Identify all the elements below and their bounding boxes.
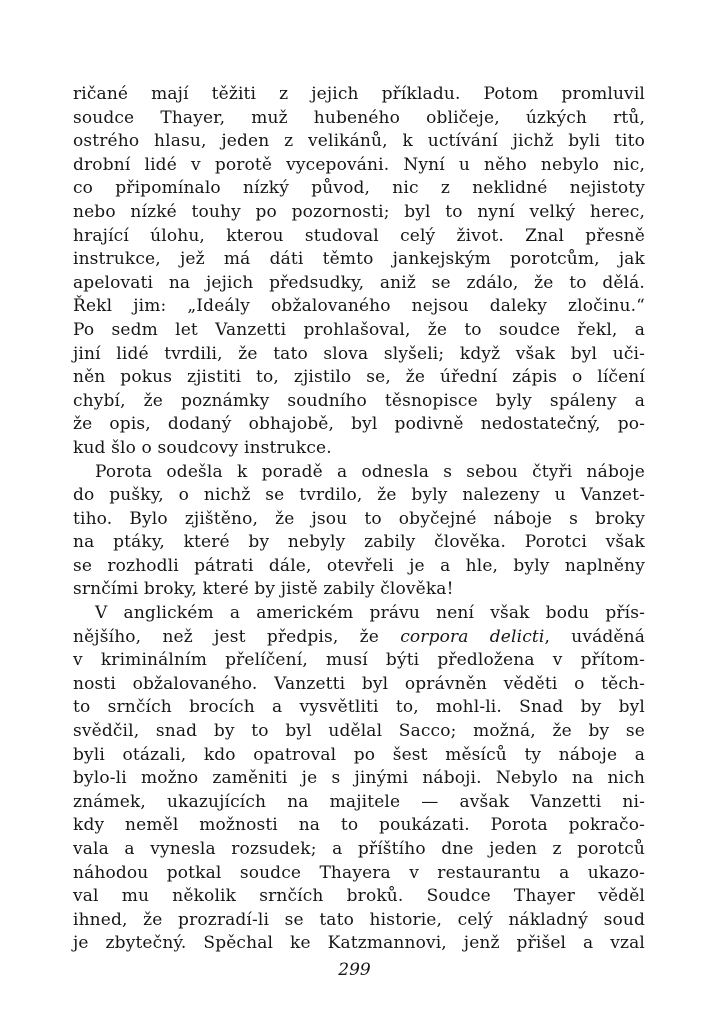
text-line-37: je zbytečný. Spěchal ke Katzmannovi, jenž přišel a vzal [73,933,645,954]
page-number: 299 [338,960,371,980]
text-line-14: chybí, že poznámky soudního těsnopisce byly spáleny a [73,390,645,411]
text-line-7: hrající úlohu, kterou studoval celý život. Znal přesně [73,225,645,246]
text-line-29: byli otázali, kdo opatroval po šest měsíců ty náboje a [73,744,645,765]
text-line-9: apelovati na jejich předsudky, aniž se zdálo, že to dělá. [73,272,645,293]
text-line-1: ričané mají těžiti z jejich příkladu. Potom promluvil [73,84,645,104]
text-line-24: nějšího, než jest předpis, že corpora delicti, uváděná [73,626,645,647]
text-line-6: nebo nízké touhy po pozornosti; byl to nyní velký herec, [73,201,645,222]
text-line-28: svědčil, snad by to byl udělal Sacco; možná, že by se [73,721,645,742]
text-line-21: se rozhodli pátrati dále, otevřeli je a hle, byly naplněny [73,555,645,576]
body-text [73,83,645,956]
text-line-35: val mu několik srnčích broků. Soudce Thayer věděl [73,886,645,907]
text-line-33: vala a vynesla rozsudek; a příštího dne jeden z porotců [73,839,645,859]
text-line-22: srnčími broky, které by jistě zabily člověka! [73,579,454,600]
text-line-15: že opis, dodaný obhajobě, byl podivně nedostatečný, po- [73,414,645,435]
text-line-17: Porota odešla k poradě a odnesla s sebou čtyři náboje [95,461,645,482]
text-line-27: to srnčích brocích a vysvětliti to, mohl-li. Snad by byl [73,697,645,718]
text-line-4: drobní lidé v porotě vycepováni. Nyní u něho nebylo nic, [73,154,645,175]
text-line-31: známek, ukazujících na majitele — avšak Vanzetti ni- [73,791,645,812]
text-line-30: bylo-li možno zaměniti je s jinými náboji. Nebylo na nich [73,768,645,789]
text-line-16: kud šlo o soudcovy instrukce. [73,437,332,458]
text-line-20: na ptáky, které by nebyly zabily člověka. Porotci však [73,532,645,553]
text-line-10: Řekl jim: „Ideály obžalovaného nejsou daleky zločinu.“ [73,296,645,317]
text-line-34: náhodou potkal soudce Thayera v restaurantu a ukazo- [73,862,645,883]
text-line-8: instrukce, jež má dáti těmto jankejským porotcům, jak [73,249,645,270]
text-line-11: Po sedm let Vanzetti prohlašoval, že to soudce řekl, a [73,319,645,340]
text-line-19: tiho. Bylo zjištěno, že jsou to obyčejné náboje s broky [73,508,645,529]
text-line-32: kdy neměl možnosti na to poukázati. Porota pokračo- [73,815,645,836]
text-line-23: V anglickém a americkém právu není však bodu přís- [95,603,645,624]
text-line-3: ostrého hlasu, jeden z velikánů, k uctívání jichž byli tito [73,131,645,152]
text-line-13: něn pokus zjistiti to, zjistilo se, že úřední zápis o líčení [73,367,645,388]
text-line-26: nosti obžalovaného. Vanzetti byl oprávněn věděti o těch- [73,673,645,694]
text-line-5: co připomínalo nízký původ, nic z neklidné nejistoty [73,178,645,199]
text-line-18: do pušky, o nichž se tvrdilo, že byly nalezeny u Vanzet- [73,485,645,506]
text-line-36: ihned, že prozradí-li se tato historie, celý nákladný soud [73,909,645,930]
text-line-2: soudce Thayer, muž hubeného obličeje, úzkých rtů, [73,107,645,128]
text-line-25: v kriminálním přelíčení, musí býti předložena v přítom- [73,650,645,671]
text-line-12: jiní lidé tvrdili, že tato slova slyšeli; když však byl uči- [73,343,645,364]
